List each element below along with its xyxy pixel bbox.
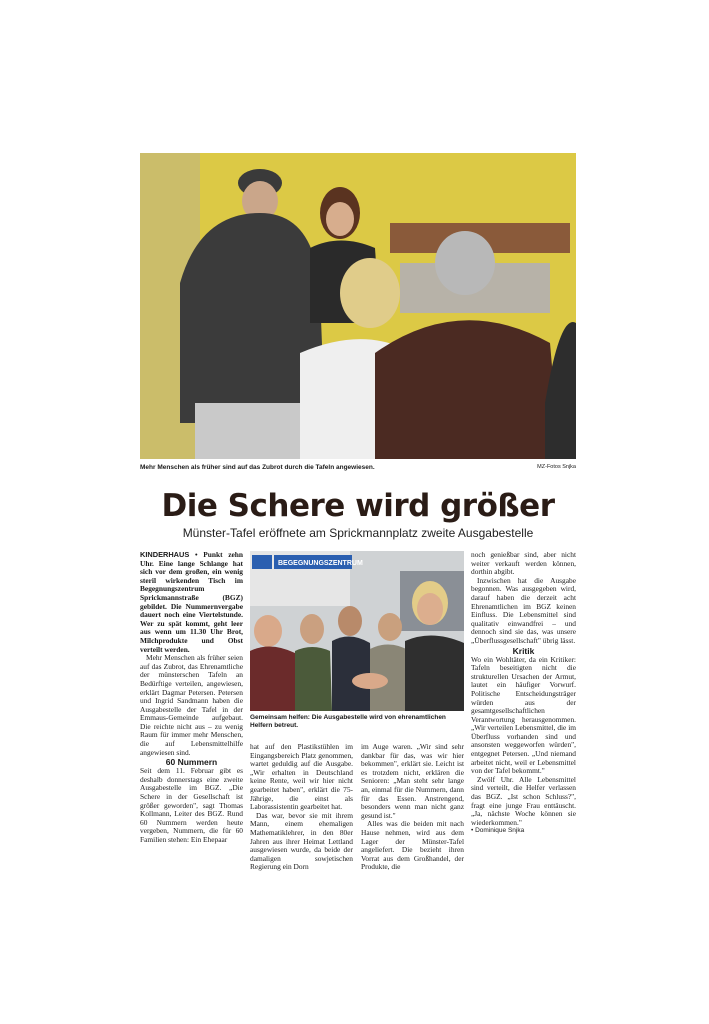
paragraph: hat auf den Plastikstühlen im Eingangsbereich Platz genommen, wartet geduldig auf die Ausgabe. „Wir erhalten in Deutschland keine Rente, weil wir hier nicht gearbeitet haben", erklärt die 75-Jährige, die einst als Laborassistentin gearbeitet hat. [250,742,353,812]
author-byline: • Dominique Snjka [471,827,525,835]
paragraph: noch genießbar sind, aber nicht weiter verkauft werden können, dorthin abgibt. [471,550,576,577]
column-2 [250,743,353,872]
paragraph: Alles was die beiden mit nach Hause nehmen, wird aus dem Lager der Münster-Tafel angeliefert. Die bezieht ihren Vorrat aus dem Großhandel, der Produkte, die [361,819,464,872]
column-3 [361,743,464,872]
dateline: KINDERHAUS [140,550,190,559]
paragraph: Inzwischen hat die Ausgabe begonnen. Was ausgegeben wird, darauf haben die derzeit acht Ehrenamtlichen im BGZ keinen Einfluss. Die Lebensmittel sind qualitativ einwandfrei – und dennoch sind sie das, was unsere „Überflussgesellschaft" übrig lässt. [471,575,576,645]
paragraph: Wo ein Wohltäter, da ein Kritiker: Tafeln beseitigten nicht die strukturellen Ursachen der Armut, lautet ein häufiger Vorwurf. Politische Entscheidungsträger würden aus der gesamtgesellschaftlichen Verantwortung herausgenommen. „Wir verteilen Lebensmittel, die im Überfluss vorhanden sind und ansonsten weggeworfen würden", entgegnet Petersen. „Und niemand arbeitet nicht, weil er Lebensmittel von der Tafel bekommt." [471,654,576,776]
paragraph: Seit dem 11. Februar gibt es deshalb donnerstags eine zweite Ausgabestelle im BGZ. „Die Schere in der Gesellschaft ist größer geworden", sagt Thomas Kollmann, Leiter des BGZ. Rund 60 Nummern werden heute vergeben, Nummern, die für 60 Familien stehen: Ein Ehepaar [140,766,243,844]
section-heading: 60 Nummern [165,757,218,768]
paragraph: Zwölf Uhr. Alle Lebensmittel sind verteilt, die Helfer verlassen das BGZ. „Ist schon Schluss?", fragt eine junge Frau enttäuscht. „Ja, nächste Woche können sie wiederkommen." [471,774,576,827]
subheadline: Münster-Tafel eröffnete am Sprickmannplatz zweite Ausgabestelle [182,526,534,540]
secondary-photo-caption: Gemeinsam helfen: Die Ausgabestelle wird von ehrenamtlichen Helfern betreut. [250,714,446,729]
caption-text: Mehr Menschen als früher sind auf das Zubrot durch die Tafeln angewiesen. [140,464,375,471]
secondary-photo [250,551,464,711]
paragraph: Mehr Menschen als früher seien auf das Zubrot, das Ehrenamtliche der münsterschen Tafeln an Bedürftige verteilen, angewiesen, erklärt Dagmar Petersen. Petersen und Ingrid Sandmann haben die Ausgabestelle der Tafel in der Emmaus-Gemeinde aufgebaut. Die reichte nicht aus – zu wenig Raum für immer mehr Menschen, die auf Lebensmittelhilfe angewiesen sind. [140,653,243,757]
main-photo [140,153,576,459]
lead-paragraph [140,551,243,654]
paragraph: Das war, bevor sie mit ihrem Mann, einem ehemaligen Mathematiklehrer, in den 80er Jahren aus ihrer Heimat Lettland ausgewiesen wurde, da beide der damaligen sowjetischen Regierung ein Dorn [250,810,353,872]
main-photo-caption [140,464,576,471]
column-4 [471,551,576,834]
building-sign: BEGEGNUNGSZENTRUM [278,560,363,567]
lead-text: • Punkt zehn Uhr. Eine lange Schlange hat sich vor dem großen, ein wenig steril wirkenden Tisch im Begegnungszentrum Sprickmannstraße (BGZ) gebildet. Die Nummernvergabe dauert noch eine Viertelstunde. Wer zu spät kommt, geht leer aus wenn um 11.30 Uhr Brot, Milchprodukte und Obst verteilt werden. [140,550,243,654]
column-1 [140,551,243,845]
paragraph: im Auge waren. „Wir sind sehr dankbar für das, was wir hier bekommen", erklärt sie. Leicht ist es trotzdem nicht, erklären die Senioren: „Man steht sehr lange an, einmal für die Nummern, dann für das Essen. Anstrengend, besonders wenn man nicht ganz gesund ist." [361,742,464,820]
section-heading: Kritik [512,645,535,656]
headline: Die Schere wird größer [161,488,555,524]
photo-credit: MZ-Fotos Snjka [537,464,576,470]
